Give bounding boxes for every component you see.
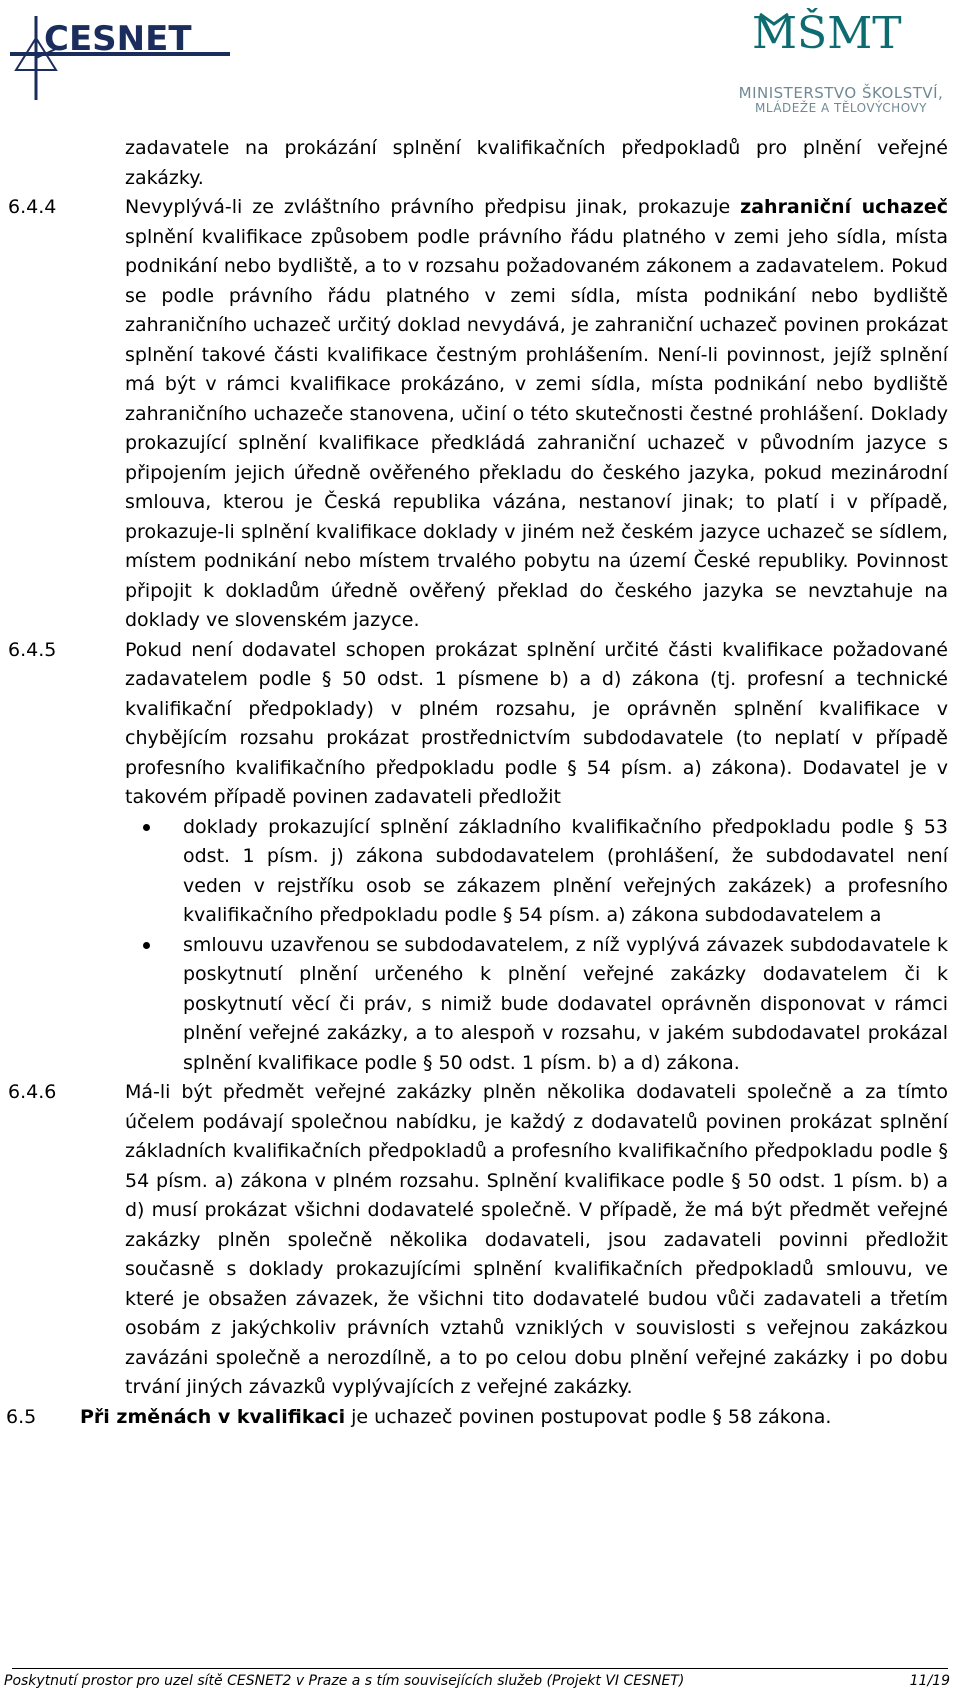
msmt-mark: MŠMT [752, 8, 902, 59]
page-footer [4, 1673, 950, 1689]
cesnet-logo-text: CESNET [44, 19, 192, 59]
list-item-text: smlouvu uzavřenou se subdodavatelem, z níž vyplývá závazek subdodavatele k poskytnutí plnění určeného k plnění veřejné zakázky dodavatelem či k poskytnutí věcí či práv, s nimiž bude dodavatel oprávněn disponovat v rámci plnění veřejné zakázky, a to alespoň v rozsahu, v jakém subdodavatel prokázal splnění kvalifikace podle § 50 odst. 1 písm. b) a d) zákona. [183, 933, 948, 1074]
section-number: 6.4.4 [8, 196, 57, 218]
paragraph-continuation [0, 134, 960, 193]
msmt-line1: MINISTERSTVO ŠKOLSTVÍ, [738, 84, 944, 102]
bold-term: zahraniční uchazeč [740, 196, 948, 218]
paragraph-text: zadavatele na prokázání splnění kvalifikačních předpokladů pro plnění veřejné zakázky. [125, 137, 948, 189]
bold-term: Při změnách v kvalifikaci [80, 1405, 346, 1428]
document-body [0, 134, 960, 1432]
section-text [125, 193, 948, 636]
list-item [125, 931, 948, 1079]
section-text: Má-li být předmět veřejné zakázky plněn několika dodavateli společně a za tímto účelem podávají společnou nabídku, je každý z dodavatelů povinen prokázat splnění základních kvalifikačních předpokladů a profesního kvalifikačního předpokladu podle § 54 písm. a) zákona v plném rozsahu. Splnění kvalifikace podle § 50 odst. 1 písm. b) a d) musí prokázat všichni dodavatelé společně. V případě, že má být předmět veřejné zakázky plněn společně několika dodavateli, jsou zadavateli povinni předložit současně s doklady prokazujícími splnění kvalifikačních předpokladů smlouvu, ve které je obsažen závazek, že všichni tito dodavatelé budou vůči zadavateli a třetím osobám z jakýchkoliv právních vztahů vzniklých v souvislosti s veřejnou zakázkou zavázáni společně a nerozdílně, a to po celou dobu plnění veřejné zakázky i po dobu trvání jiných závazků vyplývajících z veřejné zakázky. [125, 1081, 948, 1398]
page-header [0, 0, 960, 120]
section-6-4-6 [0, 1078, 960, 1403]
msmt-line2: MLÁDEŽE A TĚLOVÝCHOVY [755, 101, 927, 115]
text-part: Nevyplývá-li ze zvláštního právního předpisu jinak, prokazuje [125, 196, 741, 218]
section-number: 6.4.6 [8, 1081, 57, 1103]
msmt-emblem [730, 8, 952, 84]
section-text: Pokud není dodavatel schopen prokázat splnění určité části kvalifikace požadované zadavatelem podle § 50 odst. 1 písmene b) a d) zákona (tj. profesní a technické kvalifikační předpoklady) v plném rozsahu, je oprávněn splnění kvalifikace v chybějícím rozsahu prokázat prostřednictvím subdodavatele (to neplatí v případě profesního kvalifikačního předpokladu podle § 54 písm. a) zákona). Dodavatel je v takovém případě povinen zadavateli předložit [125, 638, 948, 808]
footer-divider [12, 1668, 948, 1669]
section-number: 6.5 [6, 1405, 37, 1428]
bullet-list [125, 813, 948, 1079]
section-number: 6.4.5 [8, 638, 57, 661]
bullet-icon [143, 942, 150, 949]
page-number: 11/19 [909, 1673, 950, 1689]
section-6-4-5 [0, 636, 960, 813]
section-6-5 [0, 1403, 960, 1433]
section-6-4-4 [0, 193, 960, 636]
text-part: splnění kvalifikace způsobem podle právního řádu platného v zemi jeho sídla, místa podnikání nebo bydliště, a to v rozsahu požadovaném zákonem a zadavatelem. Pokud se podle právního řádu platného v zemi sídla, místa podnikání nebo bydliště zahraničního uchazeč určitý doklad nevydává, je zahraniční uchazeč povinen prokázat splnění takové části kvalifikace čestným prohlášením. Není-li povinnost, jejíž splnění má být v rámci kvalifikace prokázáno, v zemi sídla, místa podnikání nebo bydliště zahraničního uchazeče stanovena, učiní o této skutečnosti čestné prohlášení. Doklady prokazující splnění kvalifikace předkládá zahraniční uchazeč v původním jazyce s připojením jejich úředně ověřeného překladu do českého jazyka, pokud mezinárodní smlouva, kterou je Česká republika vázána, nestanoví jinak; to platí i v případě, prokazuje-li splnění kvalifikace doklady v jiném než českém jazyce uchazeč se sídlem, místem podnikání nebo místem trvalého pobytu na území České republiky. Povinnost připojit k dokladům úředně ověřený překlad do českého jazyka se nevztahuje na doklady ve slovenském jazyce. [125, 225, 948, 631]
list-item-text: doklady prokazující splnění základního kvalifikačního předpokladu podle § 53 odst. 1 písm. j) zákona subdodavatelem (prohlášení, že subdodavatel není veden v rejstříku osob se zákazem plnění veřejných zakázek) a profesního kvalifikačního předpokladu podle § 54 písm. a) zákona subdodavatelem a [183, 815, 948, 926]
footer-title: Poskytnutí prostor pro uzel sítě CESNET2 v Praze a s tím souvisejících služeb (Projekt VI CESNET) [4, 1673, 685, 1689]
cesnet-logo [6, 8, 236, 108]
list-item [125, 813, 948, 931]
bullet-icon [143, 824, 150, 831]
text-part: je uchazeč povinen postupovat podle § 58 zákona. [345, 1405, 832, 1428]
section-text [80, 1403, 948, 1433]
msmt-logo [730, 8, 952, 114]
